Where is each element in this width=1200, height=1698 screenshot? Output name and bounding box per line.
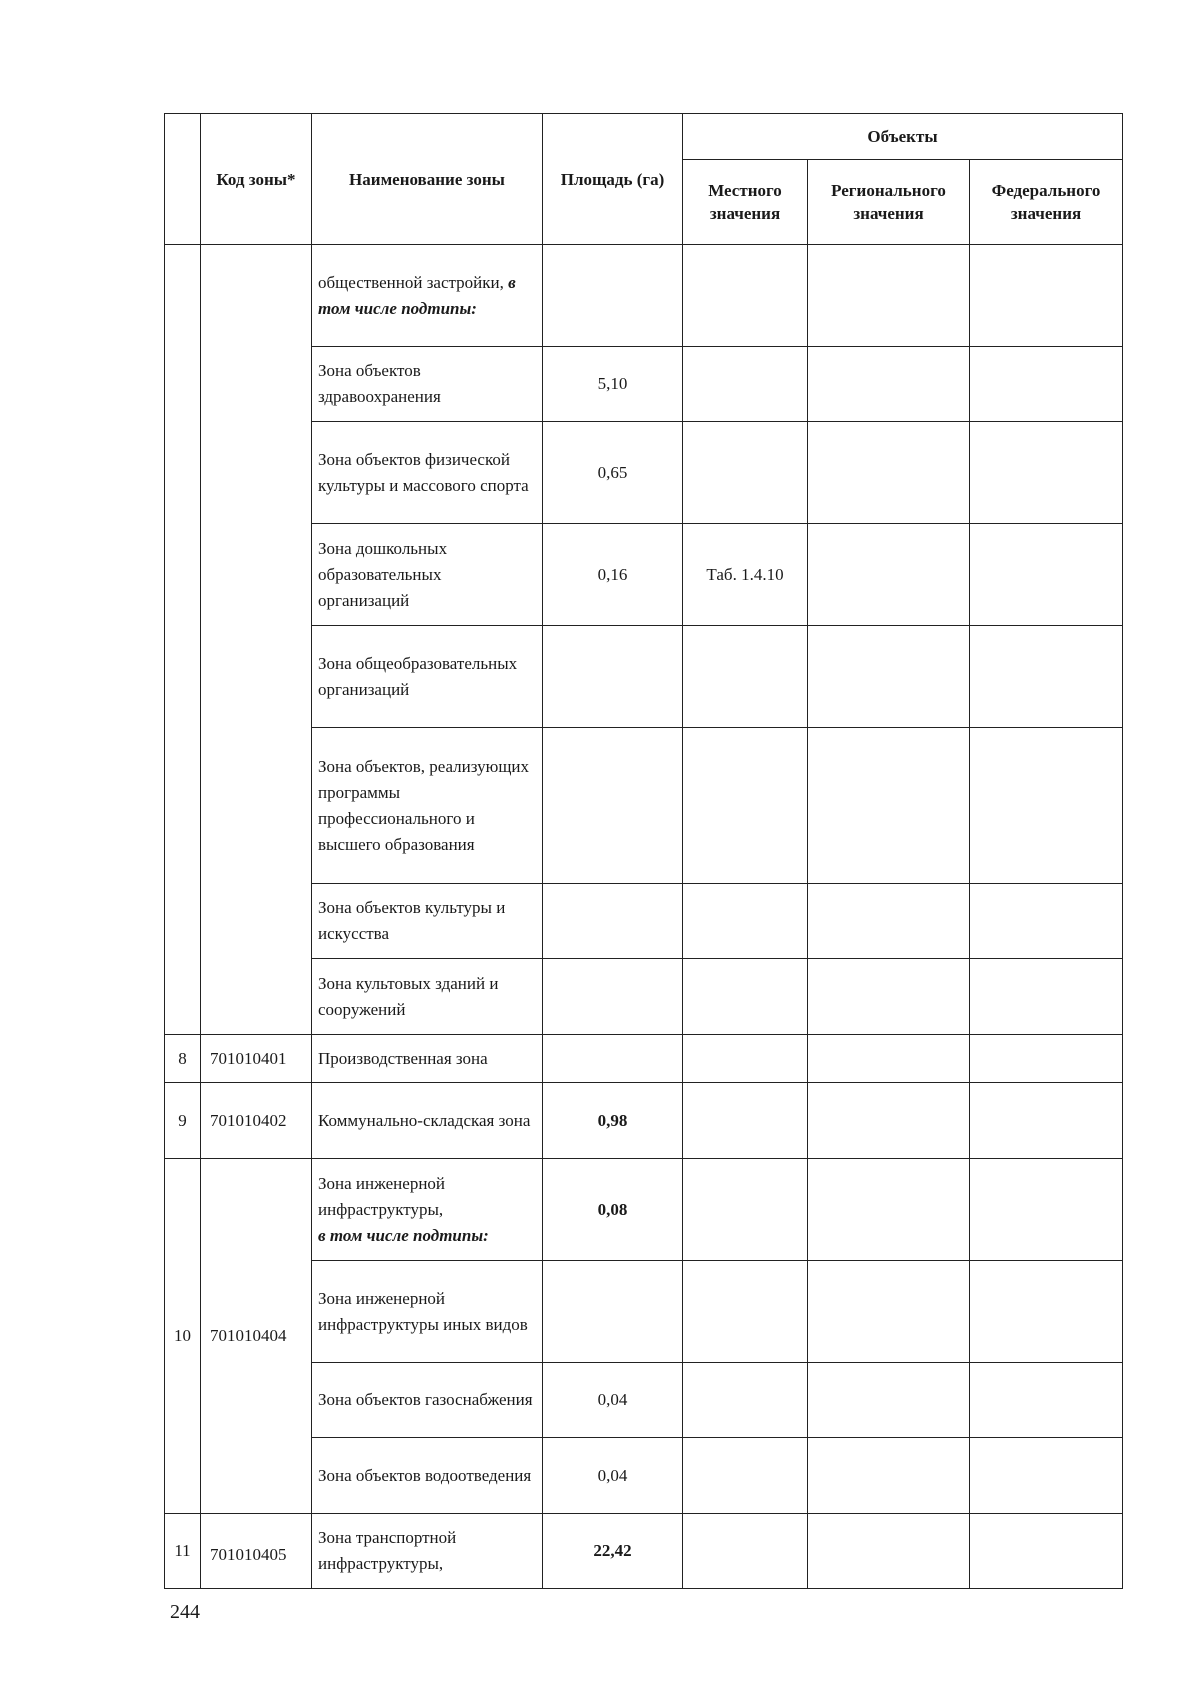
- area-storage: 0,98: [543, 1083, 683, 1159]
- zone-name-higher: Зона объектов, реализующих программы профессионального и высшего образования: [312, 728, 543, 884]
- header-name: Наименование зоны: [312, 114, 543, 245]
- area-cell: [543, 245, 683, 347]
- area-engineering: 0,08: [543, 1159, 683, 1261]
- header-objects: Объекты: [683, 114, 1123, 160]
- area-water: 0,04: [543, 1438, 683, 1514]
- row-num-9: 9: [165, 1083, 201, 1159]
- page-number: 244: [170, 1601, 200, 1623]
- zone-name-school: Зона общеобразовательных организаций: [312, 626, 543, 728]
- row-num-8: 8: [165, 1035, 201, 1083]
- zone-name-production: Производственная зона: [312, 1035, 543, 1083]
- header-federal: Федерального значения: [970, 160, 1123, 245]
- zone-name-health: Зона объектов здравоохранения: [312, 347, 543, 422]
- area-sport: 0,65: [543, 422, 683, 524]
- zone-name-public: общественной застройки, в том числе подтипы:: [312, 245, 543, 347]
- area-transport: 22,42: [543, 1514, 683, 1589]
- zone-name-engineering-other: Зона инженерной инфраструктуры иных видов: [312, 1261, 543, 1363]
- header-code: Код зоны*: [201, 114, 312, 245]
- area-gas: 0,04: [543, 1363, 683, 1438]
- row-num-11: 11: [165, 1514, 201, 1589]
- cell-num-empty: [165, 245, 201, 1035]
- area-health: 5,10: [543, 347, 683, 422]
- header-regional: Регионального значения: [808, 160, 970, 245]
- row-num-10: 10: [165, 1159, 201, 1514]
- zone-name-gas: Зона объектов газоснабжения: [312, 1363, 543, 1438]
- zone-name-cult: Зона культовых зданий и сооружений: [312, 959, 543, 1035]
- area-preschool: 0,16: [543, 524, 683, 626]
- zone-name-culture: Зона объектов культуры и искусства: [312, 884, 543, 959]
- header-area: Площадь (га): [543, 114, 683, 245]
- zone-name-engineering: Зона инженерной инфраструктуры, в том числе подтипы:: [312, 1159, 543, 1261]
- zone-name-sport: Зона объектов физической культуры и массового спорта: [312, 422, 543, 524]
- zone-code-8: 701010401: [201, 1035, 312, 1083]
- zone-code-9: 701010402: [201, 1083, 312, 1159]
- zone-name-transport: Зона транспортной инфраструктуры,: [312, 1514, 543, 1589]
- zone-name-preschool: Зона дошкольных образовательных организаций: [312, 524, 543, 626]
- header-local: Местного значения: [683, 160, 808, 245]
- local-preschool: Таб. 1.4.10: [683, 524, 808, 626]
- zone-name-water: Зона объектов водоотведения: [312, 1438, 543, 1514]
- zones-table: [164, 113, 1123, 1589]
- header-num: [165, 114, 201, 245]
- zone-name-storage: Коммунально-складская зона: [312, 1083, 543, 1159]
- zone-code-11: 701010405: [201, 1514, 312, 1589]
- cell-code-empty: [201, 245, 312, 1035]
- zone-code-10: 701010404: [201, 1159, 312, 1514]
